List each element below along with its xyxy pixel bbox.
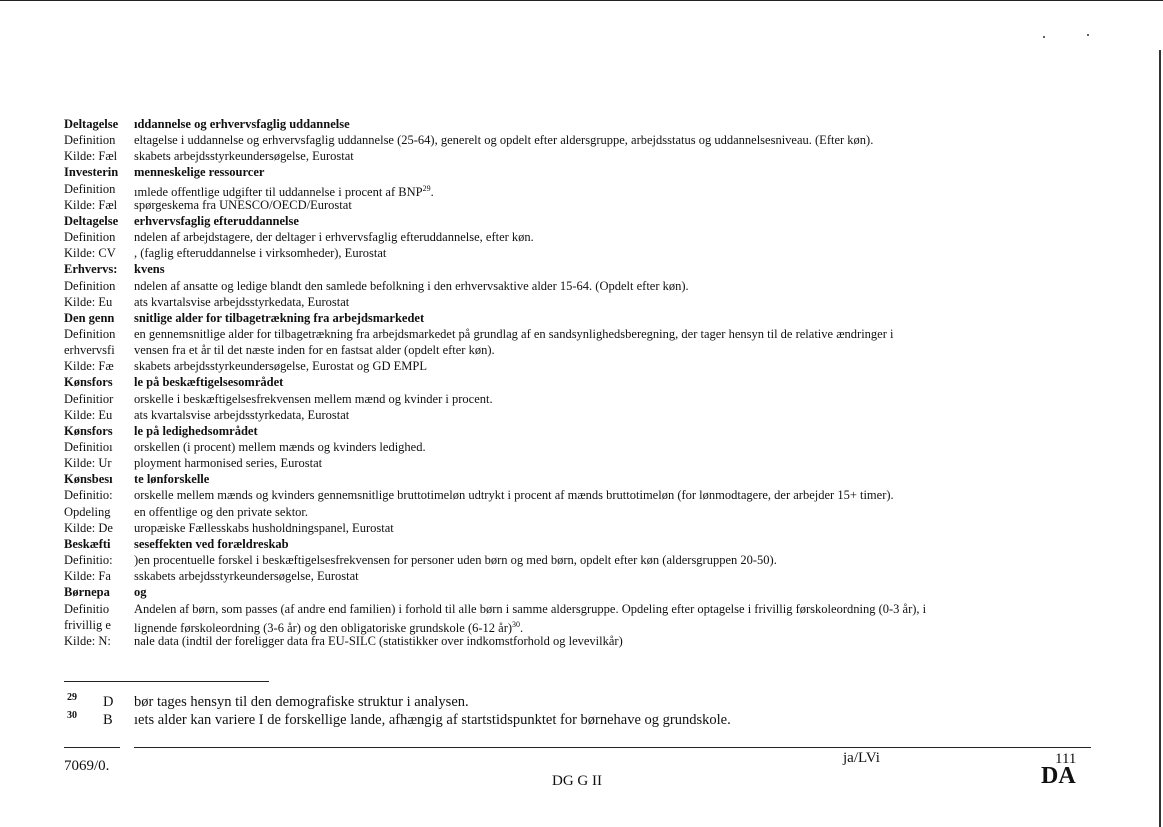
page-number: 111 <box>1055 751 1077 767</box>
row-label: Kilde: N: <box>64 634 111 648</box>
row-label: Definitio <box>64 602 110 616</box>
right-scan-border <box>1159 50 1161 827</box>
row-label: Definition <box>64 279 116 293</box>
indicator-text <box>134 633 623 649</box>
footnote-separator <box>64 681 269 682</box>
doc-number: 7069/0. <box>64 758 110 774</box>
row-label: Kilde: Ur <box>64 456 112 470</box>
row-text: ats kvartalsvise arbejdsstyrkedata, Eurostat <box>134 295 350 309</box>
row-label: Kønsbesı <box>64 472 113 486</box>
row-label: Deltagelse <box>64 117 119 131</box>
row-text: en gennemsnitlige alder for tilbagetrækning fra arbejdsmarkedet på grundlag af en sandsynlighedsberegning, der tager hensyn til de relative ændringer i <box>134 327 894 341</box>
footnote-number: 29 <box>67 692 77 703</box>
indicator-title <box>134 261 165 277</box>
language-code: DA <box>1041 763 1076 789</box>
row-text: lignende førskoleordning (3-6 år) og den obligatoriske grundskole (6-12 år) <box>134 621 513 636</box>
row-text: ıddannelse og erhvervsfaglig uddannelse <box>134 117 350 131</box>
indicator-text <box>134 601 926 617</box>
row-label: Definition <box>64 230 116 244</box>
row-text: orskelle i beskæftigelsesfrekvensen mellem mænd og kvinder i procent. <box>134 392 493 406</box>
row-text: te lønforskelle <box>134 472 210 486</box>
indicator-title <box>134 164 264 180</box>
top-scan-border <box>0 0 1163 1</box>
row-text: ndelen af arbejdstagere, der deltager i erhvervsfaglig efteruddannelse, efter køn. <box>134 230 534 244</box>
footnote-reference: 29 <box>422 184 431 193</box>
footer-separator-gap <box>120 745 134 749</box>
row-label: Definition <box>64 133 116 147</box>
indicator-text <box>134 504 308 520</box>
footnote-30 <box>67 707 731 729</box>
row-label: Opdeling <box>64 505 111 519</box>
row-text: og <box>134 585 147 599</box>
indicator-text <box>134 552 777 568</box>
row-label: frivillig e <box>64 618 111 632</box>
row-label: Kønsfors <box>64 375 113 389</box>
row-text: Andelen af børn, som passes (af andre end familien) i forhold til alle børn i samme aldersgruppe. Opdeling efter optagelse i frivillig førskoleordning (0-3 år), i <box>134 602 927 616</box>
row-label: Børnepa <box>64 585 110 599</box>
row-label: Definition <box>64 327 116 341</box>
row-label: Definitio: <box>64 488 113 502</box>
row-text: spørgeskema fra UNESCO/OECD/Eurostat <box>134 198 352 212</box>
row-text: en offentlige og den private sektor. <box>134 505 309 519</box>
row-text: nale data (indtil der foreligger data fra EU-SILC (statistikker over indkomstforhold og levevilkår) <box>134 634 623 648</box>
row-label: Kønsfors <box>64 424 113 438</box>
row-label: Investerin <box>64 165 119 179</box>
footnote-letter: B <box>103 711 113 728</box>
row-label: Den genn <box>64 311 115 325</box>
row-label: erhvervsfi <box>64 343 115 357</box>
indicator-title <box>134 310 424 326</box>
indicator-text <box>134 197 352 213</box>
indicator-title <box>134 374 283 390</box>
row-text: snitlige alder for tilbagetrækning fra arbejdsmarkedet <box>134 311 425 325</box>
footnote-text: ıets alder kan variere I de forskellige lande, afhængig af startstidspunktet for børnehave og grundskole. <box>134 711 731 728</box>
row-text: orskellen (i procent) mellem mænds og kvinders ledighed. <box>134 440 426 454</box>
row-label: Definition <box>64 182 116 196</box>
scan-speck <box>1043 36 1045 38</box>
row-text: ımlede offentlige udgifter til uddannelse i procent af BNP <box>134 185 423 200</box>
row-text: skabets arbejdsstyrkeundersøgelse, Eurostat og GD EMPL <box>134 359 427 373</box>
row-text: uropæiske Fællesskabs husholdningspanel, Eurostat <box>134 521 394 535</box>
row-text-end: . <box>430 185 434 200</box>
row-text: sskabets arbejdsstyrkeundersøgelse, Eurostat <box>134 569 359 583</box>
indicator-text <box>134 520 394 536</box>
footnote-reference: 30 <box>512 620 521 629</box>
indicator-text <box>134 391 493 407</box>
row-text: ployment harmonised series, Eurostat <box>134 456 323 470</box>
row-label: Kilde: CV <box>64 246 116 260</box>
indicator-text <box>134 455 322 471</box>
indicator-text <box>134 132 873 148</box>
row-text: menneskelige ressourcer <box>134 165 265 179</box>
row-label: Definitior <box>64 392 114 406</box>
indicator-title <box>134 471 209 487</box>
indicator-text <box>134 229 534 245</box>
row-text: , (faglig efteruddannelse i virksomheder), Eurostat <box>134 246 387 260</box>
row-text: le på ledighedsområdet <box>134 424 258 438</box>
indicator-text <box>134 487 894 503</box>
indicator-text <box>134 407 349 423</box>
row-label: Definitioı <box>64 440 113 454</box>
row-label: Kilde: Eu <box>64 295 113 309</box>
indicator-text <box>134 439 426 455</box>
indicator-title <box>134 116 350 132</box>
footnote-letter: D <box>103 693 114 710</box>
row-label: Kilde: Fæ <box>64 359 114 373</box>
author-initials: ja/LVi <box>843 750 880 766</box>
footer-separator <box>64 747 1091 748</box>
row-text: erhvervsfaglig efteruddannelse <box>134 214 299 228</box>
row-text: ndelen af ansatte og ledige blandt den samlede befolkning i den erhvervsaktive alder 15-64. (Opdelt efter køn). <box>134 279 689 293</box>
indicator-title <box>134 423 258 439</box>
row-label: Beskæfti <box>64 537 111 551</box>
row-text: seseffekten ved forældreskab <box>134 537 289 551</box>
row-label: Kilde: Eu <box>64 408 113 422</box>
scan-speck <box>1087 34 1089 36</box>
row-text: le på beskæftigelsesområdet <box>134 375 284 389</box>
row-label: Kilde: Fa <box>64 569 111 583</box>
row-text: vensen fra et år til det næste inden for en fastsat alder (opdelt efter køn). <box>134 343 495 357</box>
row-label: Definitio: <box>64 553 113 567</box>
row-label: Deltagelse <box>64 214 119 228</box>
row-label: Kilde: Fæl <box>64 149 118 163</box>
indicator-text <box>134 342 495 358</box>
row-label: Erhvervs: <box>64 262 118 276</box>
indicator-text <box>134 568 359 584</box>
row-label: Kilde: Fæl <box>64 198 118 212</box>
row-text: kvens <box>134 262 165 276</box>
indicator-text <box>134 148 354 164</box>
indicator-title <box>134 536 289 552</box>
row-label: Kilde: De <box>64 521 113 535</box>
indicator-title <box>134 213 299 229</box>
indicator-text <box>134 278 689 294</box>
indicator-text <box>134 358 427 374</box>
row-text: eltagelse i uddannelse og erhvervsfaglig uddannelse (25-64), generelt og opdelt efter aldersgruppe, arbejdsstatus og uddannelsesniveau. (Efter køn). <box>134 133 874 147</box>
indicator-text <box>134 245 386 261</box>
row-text: )en procentuelle forskel i beskæftigelsesfrekvensen for personer uden børn og med børn, opdelt efter køn (aldersgruppen 20-50). <box>134 553 777 567</box>
indicator-text <box>134 294 349 310</box>
footnote-text: bør tages hensyn til den demografiske struktur i analysen. <box>134 693 469 710</box>
indicator-text <box>134 326 893 342</box>
row-text: orskelle mellem mænds og kvinders gennemsnitlige bruttotimeløn udtrykt i procent af mænds bruttotimeløn (for lønmodtagere, der arbejder 15+ timer). <box>134 488 894 502</box>
footnote-number: 30 <box>67 710 77 721</box>
row-text-end: . <box>520 621 524 636</box>
row-text: ats kvartalsvise arbejdsstyrkedata, Eurostat <box>134 408 350 422</box>
row-text: skabets arbejdsstyrkeundersøgelse, Eurostat <box>134 149 354 163</box>
indicator-title <box>134 584 147 600</box>
department: DG G II <box>552 773 602 789</box>
